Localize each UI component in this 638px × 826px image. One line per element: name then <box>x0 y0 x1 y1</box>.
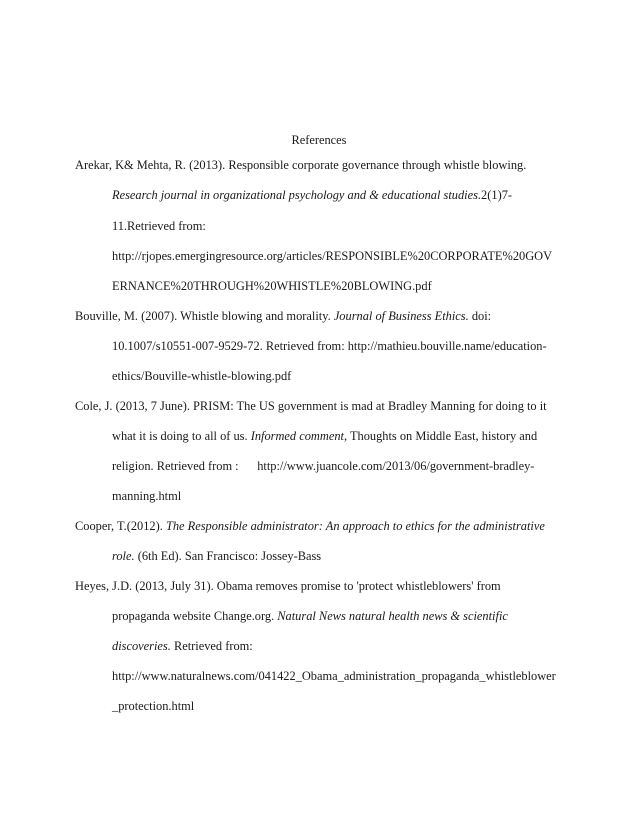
reference-text: Bouville, M. (2007). Whistle blowing and morality. <box>75 309 334 323</box>
reference-text: propaganda website Change.org. <box>112 609 278 623</box>
reference-bouville-line-1 <box>75 308 491 324</box>
reference-text: (6th Ed). San Francisco: Jossey-Bass <box>134 549 322 563</box>
reference-cooper-line-2 <box>112 548 321 564</box>
journal-title: Informed comment <box>250 429 344 443</box>
reference-cole-line-4: manning.html <box>112 489 182 503</box>
journal-title: discoveries. <box>112 639 171 653</box>
reference-text: Cooper, T.(2012). <box>75 519 166 533</box>
reference-cole-line-3: religion. Retrieved from : http://www.juancole.com/2013/06/government-bradley- <box>112 459 535 473</box>
journal-title: Journal of Business Ethics. <box>333 309 469 323</box>
reference-heyes-line-2 <box>112 608 508 624</box>
reference-arekar-line-3: 11.Retrieved from: <box>112 219 206 233</box>
book-title: The Responsible administrator: An approach to ethics for the administrative <box>165 519 545 533</box>
reference-text: 2(1)7- <box>481 188 513 202</box>
reference-cole-line-1: Cole, J. (2013, 7 June). PRISM: The US government is mad at Bradley Manning for doing to it <box>75 399 547 413</box>
reference-heyes-line-1: Heyes, J.D. (2013, July 31). Obama removes promise to 'protect whistleblowers' from <box>75 579 501 593</box>
book-title: role. <box>112 549 135 563</box>
reference-text: doi: <box>468 309 492 323</box>
reference-cole-line-2 <box>112 428 537 444</box>
reference-arekar-url-line-2: ERNANCE%20THROUGH%20WHISTLE%20BLOWING.pdf <box>112 279 432 293</box>
reference-heyes-url-line-1: http://www.naturalnews.com/041422_Obama_administration_propaganda_whistleblower <box>112 669 556 683</box>
reference-heyes-line-3 <box>112 638 253 654</box>
page-title: References <box>291 133 347 147</box>
reference-arekar-line-2 <box>112 187 512 203</box>
reference-text: Retrieved from: <box>170 639 253 653</box>
reference-cooper-line-1 <box>75 518 545 534</box>
reference-bouville-line-2: 10.1007/s10551-007-9529-72. Retrieved from: http://mathieu.bouville.name/education- <box>112 339 547 353</box>
reference-arekar-line-1: Arekar, K& Mehta, R. (2013). Responsible corporate governance through whistle blowing. <box>75 158 527 172</box>
reference-heyes-url-line-2: _protection.html <box>112 699 195 713</box>
reference-text: what it is doing to all of us. <box>112 429 251 443</box>
journal-title: Research journal in organizational psychology and & educational studies. <box>112 188 482 202</box>
reference-text: , Thoughts on Middle East, history and <box>343 429 538 443</box>
journal-title: Natural News natural health news & scientific <box>277 609 508 623</box>
reference-arekar-url-line-1: http://rjopes.emergingresource.org/articles/RESPONSIBLE%20CORPORATE%20GOV <box>112 249 553 263</box>
reference-bouville-line-3: ethics/Bouville-whistle-blowing.pdf <box>112 369 292 383</box>
